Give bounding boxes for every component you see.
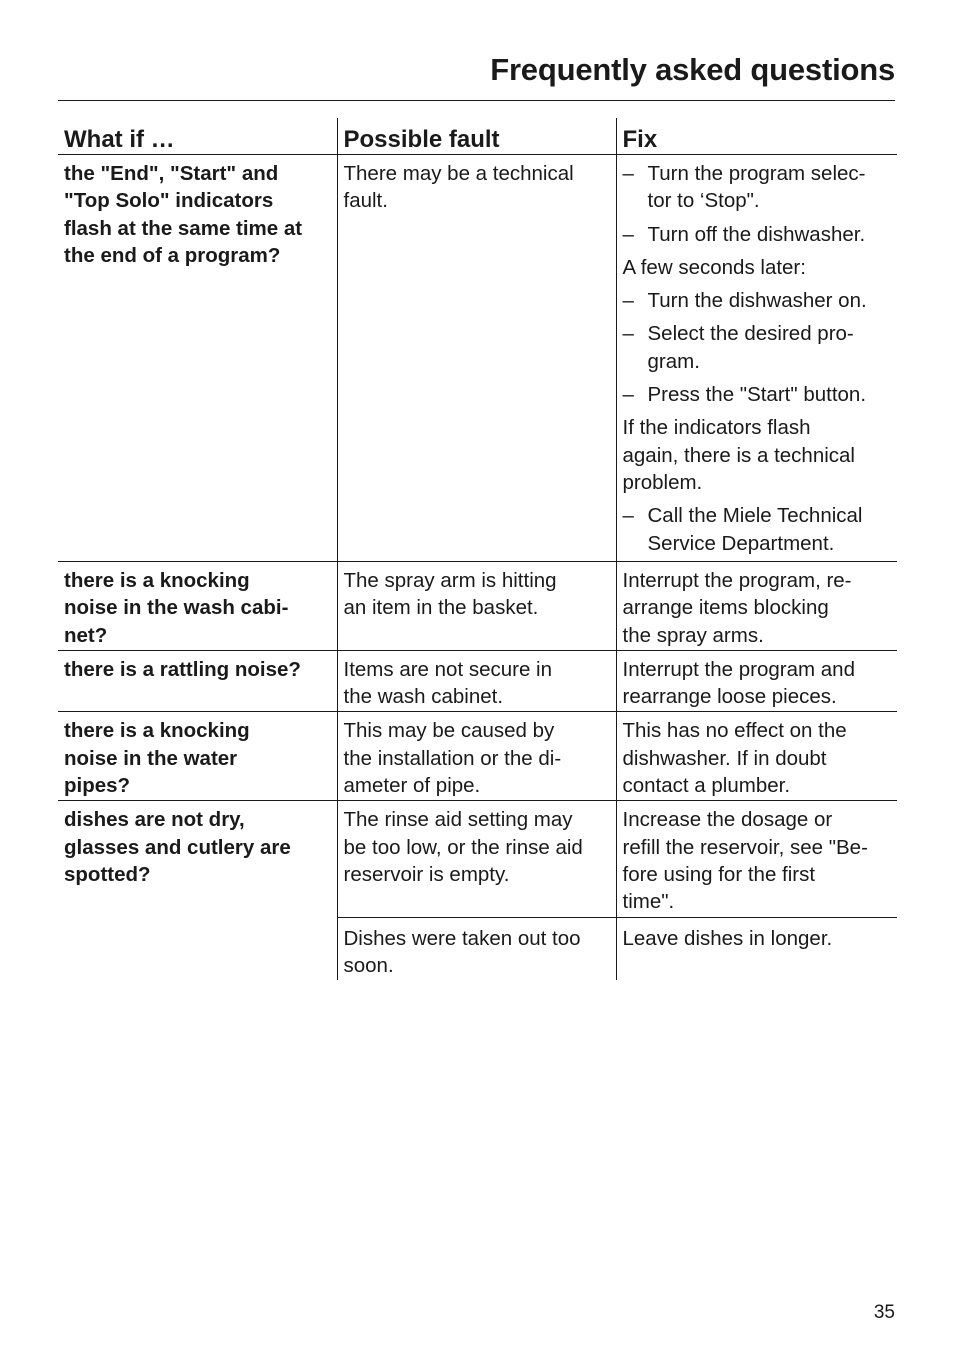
dash-marker: – — [622, 222, 634, 246]
fix-text: Interrupt the program, re- arrange items blocking the spray arms. — [622, 569, 852, 647]
dash-marker: – — [622, 322, 634, 346]
dash-marker: – — [622, 383, 634, 407]
faq-table — [58, 118, 897, 980]
header-fix: Fix — [616, 118, 897, 155]
table-row — [58, 801, 897, 917]
fault-cell — [337, 801, 616, 917]
page-title: Frequently asked questions — [490, 52, 895, 87]
question-cell — [58, 562, 337, 651]
fix-cell — [616, 801, 897, 917]
header-what-if: What if … — [58, 118, 337, 155]
fix-cell — [616, 712, 897, 801]
question-text: the "End", "Start" and "Top Solo" indicators flash at the same time at the end of a program? — [64, 162, 303, 267]
fault-text: The spray arm is hitting an item in the basket. — [343, 569, 557, 620]
question-text: dishes are not dry, glasses and cutlery are spotted? — [64, 808, 291, 886]
table-row — [58, 562, 897, 651]
dash-marker: – — [622, 504, 634, 528]
fix-step-text: Press the "Start" button. — [647, 383, 867, 407]
fix-step-text: Turn off the dishwasher. — [647, 222, 866, 246]
question-text: there is a rattling noise? — [64, 657, 301, 681]
fix-step — [623, 320, 892, 375]
fix-note: If the indicators flash again, there is a technical problem. — [622, 416, 855, 494]
table-row — [58, 650, 897, 712]
fix-text: Leave dishes in longer. — [622, 926, 833, 950]
fix-step — [623, 160, 892, 215]
table-row — [58, 155, 897, 562]
question-cell — [58, 712, 337, 801]
fix-step-text: Select the desired pro- gram. — [647, 322, 854, 373]
title-divider — [58, 100, 895, 101]
question-cell — [58, 650, 337, 712]
fix-cell — [616, 650, 897, 712]
table-row — [58, 712, 897, 801]
fix-step-text: Turn the dishwasher on. — [647, 289, 867, 313]
fault-cell — [337, 155, 616, 562]
fix-step-text: Turn the program selec- tor to ‘Stop". — [647, 162, 866, 213]
fix-step — [623, 502, 892, 557]
fault-cell — [337, 712, 616, 801]
fix-step — [623, 287, 892, 314]
fix-step-text: Call the Miele Technical Service Department. — [647, 504, 863, 555]
fix-step — [623, 221, 892, 248]
fault-cell — [337, 650, 616, 712]
fix-step — [623, 381, 892, 408]
header-possible-fault: Possible fault — [337, 118, 616, 155]
fix-cell — [616, 917, 897, 980]
dash-marker: – — [622, 162, 634, 185]
fault-text: Items are not secure in the wash cabinet. — [343, 657, 553, 709]
question-cell — [58, 155, 337, 562]
fix-text: This has no effect on the dishwasher. If in doubt contact a plumber. — [622, 719, 847, 798]
fix-text: Interrupt the program and rearrange loose pieces. — [622, 657, 855, 709]
dash-marker: – — [622, 289, 634, 313]
fix-cell — [616, 155, 897, 562]
fault-cell — [337, 917, 616, 980]
fault-text: There may be a technical fault. — [343, 162, 574, 213]
question-text: there is a knocking noise in the water pipes? — [64, 719, 250, 798]
fix-cell — [616, 562, 897, 651]
fault-cell — [337, 562, 616, 651]
fault-text: The rinse aid setting may be too low, or the rinse aid reservoir is empty. — [343, 808, 583, 886]
fix-text: Increase the dosage or refill the reservoir, see "Be- fore using for the first time". — [622, 808, 868, 914]
page-number: 35 — [873, 1302, 895, 1323]
question-cell — [58, 801, 337, 980]
table-header-row — [58, 118, 897, 155]
fix-note: A few seconds later: — [622, 255, 806, 279]
fault-text: This may be caused by the installation or the di- ameter of pipe. — [343, 719, 562, 798]
fault-text: Dishes were taken out too soon. — [343, 926, 581, 977]
question-text: there is a knocking noise in the wash cabi- net? — [64, 569, 289, 647]
